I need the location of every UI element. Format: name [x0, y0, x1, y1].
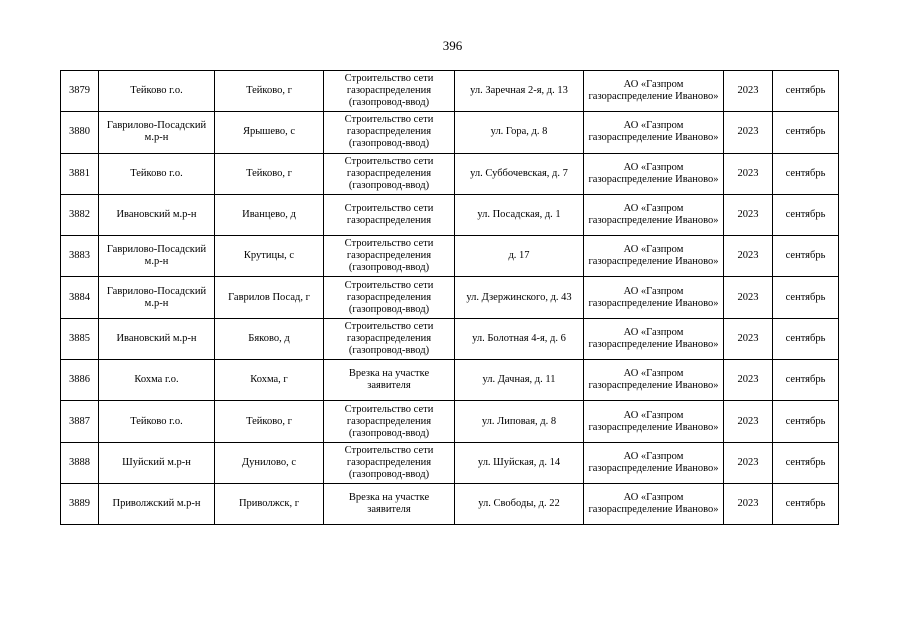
locality-cell: Гаврилов Посад, г — [215, 277, 324, 318]
row-number-cell: 3882 — [61, 194, 99, 235]
work-type-cell: Строительство сети газораспределения (газопровод-ввод) — [324, 277, 455, 318]
month-cell: сентябрь — [773, 71, 839, 112]
district-cell: Гаврилово-Посадский м.р-н — [99, 112, 215, 153]
month-cell: сентябрь — [773, 112, 839, 153]
table-row — [61, 236, 839, 277]
address-cell: ул. Суббочевская, д. 7 — [455, 153, 584, 194]
address-cell: ул. Заречная 2-я, д. 13 — [455, 71, 584, 112]
address-cell: ул. Посадская, д. 1 — [455, 194, 584, 235]
gasification-table — [60, 70, 839, 525]
year-cell: 2023 — [724, 483, 773, 524]
address-cell: ул. Гора, д. 8 — [455, 112, 584, 153]
organization-cell: АО «Газпром газораспределение Иваново» — [584, 318, 724, 359]
month-cell: сентябрь — [773, 153, 839, 194]
month-cell: сентябрь — [773, 318, 839, 359]
month-cell: сентябрь — [773, 401, 839, 442]
month-cell: сентябрь — [773, 483, 839, 524]
address-cell: ул. Дзержинского, д. 43 — [455, 277, 584, 318]
month-cell: сентябрь — [773, 277, 839, 318]
row-number-cell: 3880 — [61, 112, 99, 153]
organization-cell: АО «Газпром газораспределение Иваново» — [584, 483, 724, 524]
year-cell: 2023 — [724, 236, 773, 277]
district-cell: Тейково г.о. — [99, 153, 215, 194]
organization-cell: АО «Газпром газораспределение Иваново» — [584, 71, 724, 112]
year-cell: 2023 — [724, 112, 773, 153]
table-row — [61, 318, 839, 359]
locality-cell: Кохма, г — [215, 360, 324, 401]
work-type-cell: Строительство сети газораспределения — [324, 194, 455, 235]
locality-cell: Тейково, г — [215, 71, 324, 112]
month-cell: сентябрь — [773, 360, 839, 401]
table-row — [61, 483, 839, 524]
district-cell: Шуйский м.р-н — [99, 442, 215, 483]
year-cell: 2023 — [724, 360, 773, 401]
locality-cell: Дунилово, с — [215, 442, 324, 483]
table-row — [61, 71, 839, 112]
year-cell: 2023 — [724, 401, 773, 442]
organization-cell: АО «Газпром газораспределение Иваново» — [584, 194, 724, 235]
work-type-cell: Строительство сети газораспределения (газопровод-ввод) — [324, 401, 455, 442]
organization-cell: АО «Газпром газораспределение Иваново» — [584, 236, 724, 277]
district-cell: Кохма г.о. — [99, 360, 215, 401]
year-cell: 2023 — [724, 71, 773, 112]
page-number: 396 — [442, 38, 463, 53]
address-cell: ул. Шуйская, д. 14 — [455, 442, 584, 483]
work-type-cell: Строительство сети газораспределения (газопровод-ввод) — [324, 442, 455, 483]
work-type-cell: Строительство сети газораспределения (газопровод-ввод) — [324, 153, 455, 194]
locality-cell: Крутицы, с — [215, 236, 324, 277]
address-cell: ул. Болотная 4-я, д. 6 — [455, 318, 584, 359]
district-cell: Приволжский м.р-н — [99, 483, 215, 524]
table-row — [61, 153, 839, 194]
work-type-cell: Строительство сети газораспределения (газопровод-ввод) — [324, 112, 455, 153]
table-row — [61, 360, 839, 401]
year-cell: 2023 — [724, 153, 773, 194]
year-cell: 2023 — [724, 318, 773, 359]
organization-cell: АО «Газпром газораспределение Иваново» — [584, 442, 724, 483]
table-row — [61, 112, 839, 153]
locality-cell: Ярышево, с — [215, 112, 324, 153]
table-row — [61, 194, 839, 235]
row-number-cell: 3886 — [61, 360, 99, 401]
work-type-cell: Строительство сети газораспределения (газопровод-ввод) — [324, 318, 455, 359]
organization-cell: АО «Газпром газораспределение Иваново» — [584, 112, 724, 153]
locality-cell: Приволжск, г — [215, 483, 324, 524]
locality-cell: Тейково, г — [215, 153, 324, 194]
table-row — [61, 442, 839, 483]
month-cell: сентябрь — [773, 236, 839, 277]
year-cell: 2023 — [724, 442, 773, 483]
district-cell: Гаврилово-Посадский м.р-н — [99, 277, 215, 318]
table-body — [61, 71, 839, 525]
district-cell: Ивановский м.р-н — [99, 318, 215, 359]
work-type-cell: Врезка на участке заявителя — [324, 360, 455, 401]
district-cell: Гаврилово-Посадский м.р-н — [99, 236, 215, 277]
address-cell: д. 17 — [455, 236, 584, 277]
address-cell: ул. Дачная, д. 11 — [455, 360, 584, 401]
row-number-cell: 3884 — [61, 277, 99, 318]
row-number-cell: 3879 — [61, 71, 99, 112]
district-cell: Ивановский м.р-н — [99, 194, 215, 235]
locality-cell: Иванцево, д — [215, 194, 324, 235]
organization-cell: АО «Газпром газораспределение Иваново» — [584, 401, 724, 442]
district-cell: Тейково г.о. — [99, 71, 215, 112]
row-number-cell: 3883 — [61, 236, 99, 277]
organization-cell: АО «Газпром газораспределение Иваново» — [584, 277, 724, 318]
work-type-cell: Врезка на участке заявителя — [324, 483, 455, 524]
table-row — [61, 401, 839, 442]
locality-cell: Бяково, д — [215, 318, 324, 359]
address-cell: ул. Свободы, д. 22 — [455, 483, 584, 524]
locality-cell: Тейково, г — [215, 401, 324, 442]
work-type-cell: Строительство сети газораспределения (газопровод-ввод) — [324, 236, 455, 277]
district-cell: Тейково г.о. — [99, 401, 215, 442]
row-number-cell: 3887 — [61, 401, 99, 442]
row-number-cell: 3881 — [61, 153, 99, 194]
year-cell: 2023 — [724, 194, 773, 235]
month-cell: сентябрь — [773, 442, 839, 483]
work-type-cell: Строительство сети газораспределения (газопровод-ввод) — [324, 71, 455, 112]
organization-cell: АО «Газпром газораспределение Иваново» — [584, 153, 724, 194]
address-cell: ул. Липовая, д. 8 — [455, 401, 584, 442]
organization-cell: АО «Газпром газораспределение Иваново» — [584, 360, 724, 401]
table-row — [61, 277, 839, 318]
row-number-cell: 3889 — [61, 483, 99, 524]
year-cell: 2023 — [724, 277, 773, 318]
row-number-cell: 3885 — [61, 318, 99, 359]
month-cell: сентябрь — [773, 194, 839, 235]
row-number-cell: 3888 — [61, 442, 99, 483]
